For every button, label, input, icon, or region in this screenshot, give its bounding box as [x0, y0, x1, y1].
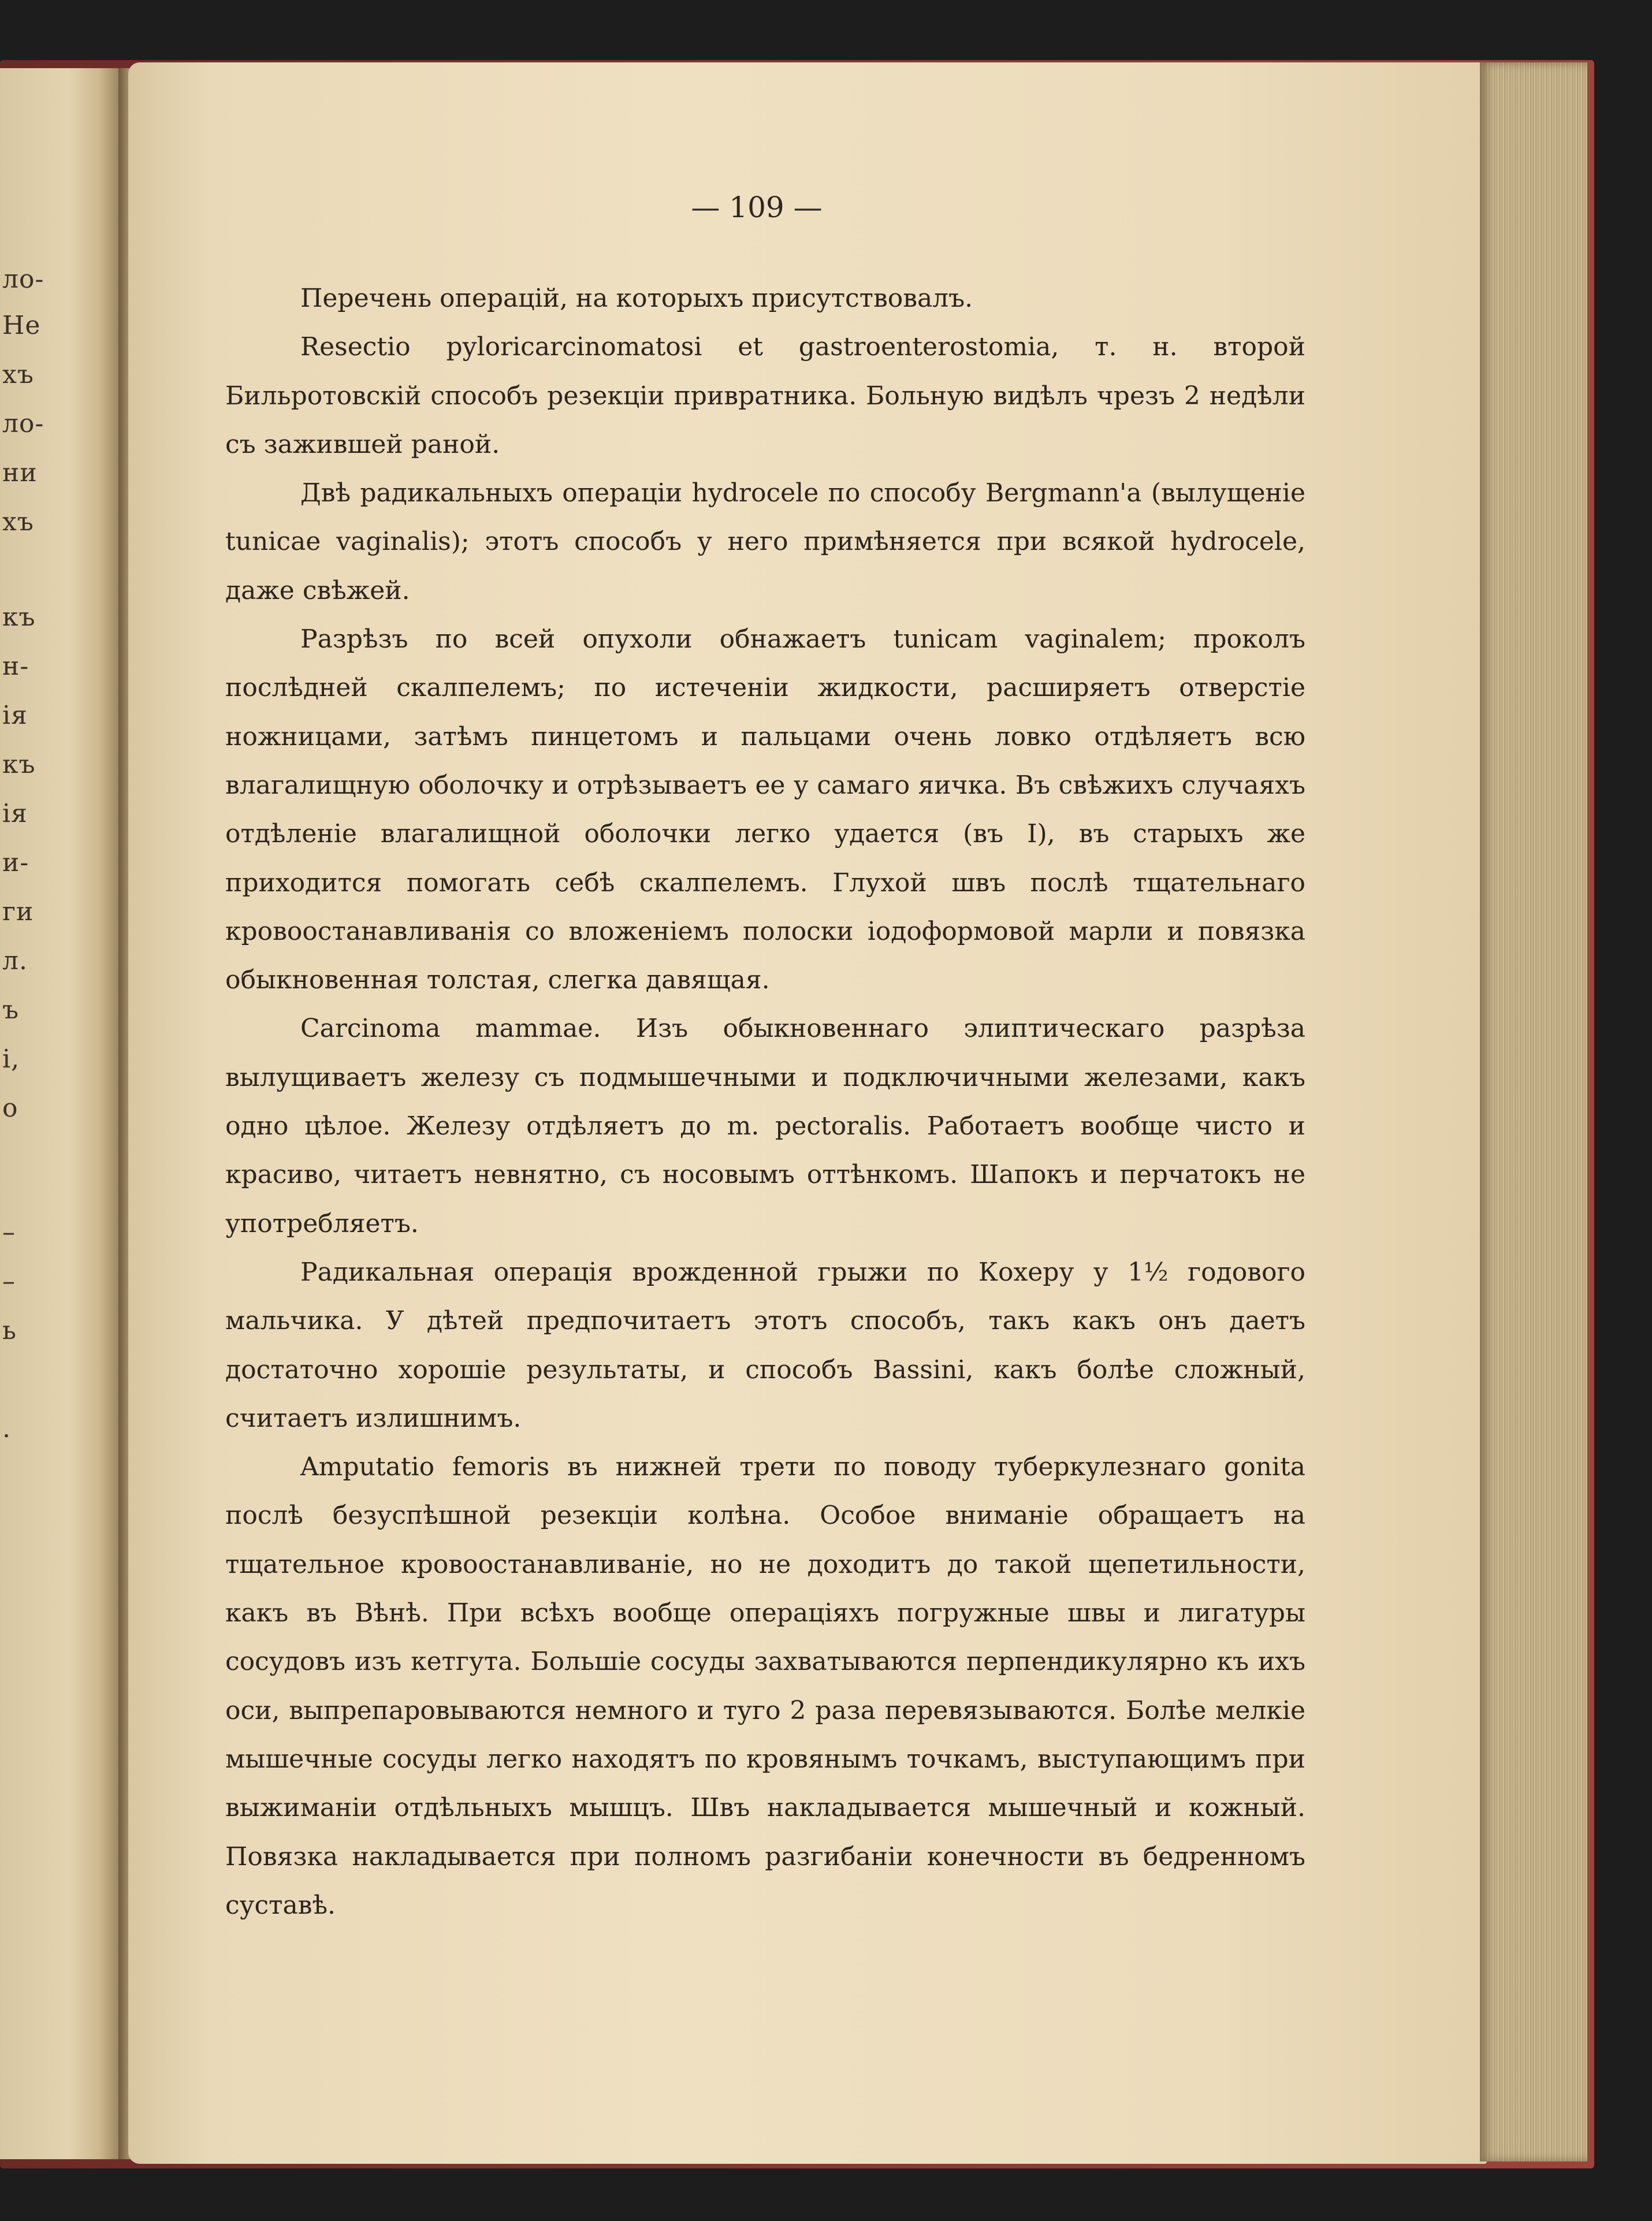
left-fragment: ія	[2, 701, 28, 730]
left-fragment: ь	[2, 1316, 17, 1345]
left-fragment: н-	[2, 652, 29, 681]
left-fragment: о	[2, 1093, 18, 1123]
paragraph-amputatio: Amputatio femoris въ нижней трети по поводу туберкулезнаго gonita послѣ безуспѣшной резекціи колѣна. Особое вниманіе обращаетъ на тщательное кровоостанавливаніе, но не доходитъ до такой щепетильности, какъ въ Вѣнѣ. При всѣхъ вообще операціяхъ погружные швы и лигатуры сосудовъ изъ кетгута. Большіе сосуды захватываются перпендикулярно къ ихъ оси, выпрепаровываются немного и туго 2 раза перевязываются. Болѣе мелкіе мышечные сосуды легко находятъ по кровянымъ точкамъ, выступающимъ при выжиманіи отдѣльныхъ мышцъ. Швъ накладывается мышечный и кожный. Повязка накладывается при полномъ разгибаніи конечности въ бедренномъ суставѣ.	[225, 1452, 1305, 1920]
paragraph-hernia: Радикальная операція врожденной грыжи по Кохеру у 1½ годового мальчика. У дѣтей предпочитаетъ этотъ способъ, такъ какъ онъ даетъ достаточно хорошіе результаты, и способъ Bassini, какъ болѣе сложный, считаетъ излишнимъ.	[225, 1257, 1305, 1433]
left-fragment: і,	[2, 1044, 20, 1074]
paragraph-incision: Разрѣзъ по всей опухоли обнажаетъ tunicam vaginalem; проколъ послѣдней скалпелемъ; по истеченіи жидкости, расширяетъ отверстіе ножницами, затѣмъ пинцетомъ и пальцами очень ловко отдѣляетъ всю влагалищную оболочку и отрѣзываетъ ее у самаго яичка. Въ свѣжихъ случаяхъ отдѣленіе влагалищной оболочки легко удается (въ I), въ старыхъ же приходится помогать себѣ скалпелемъ. Глухой швъ послѣ тщательнаго кровоостанавливанія со вложеніемъ полоски іодоформовой марли и повязка обыкновенная толстая, слегка давящая.	[225, 624, 1305, 995]
paragraph-list-title: Перечень операцій, на которыхъ присутствовалъ.	[300, 284, 973, 313]
left-fragment: ни	[2, 458, 38, 488]
page-number: — 109 —	[691, 191, 823, 224]
page-edges	[1480, 62, 1587, 2162]
left-fragment: Не	[2, 311, 41, 340]
left-page	[0, 68, 124, 2159]
paragraph-carcinoma: Carcinoma mammae. Изъ обыкновеннаго элиптическаго разрѣза вылущиваетъ железу съ подмышечными и подключичными железами, какъ одно цѣлое. Железу отдѣляетъ до m. pectoralis. Работаетъ вообще чисто и красиво, читаетъ невнятно, съ носовымъ оттѣнкомъ. Шапокъ и перчатокъ не употребляетъ.	[225, 1014, 1305, 1238]
left-fragment: и-	[2, 848, 29, 877]
paragraph-hydrocele: Двѣ радикальныхъ операціи hydrocele по способу Bergmann'a (вылущеніе tunicae vaginalis); этотъ способъ у него примѣняется при всякой hydrocele, даже свѣжей.	[225, 478, 1305, 605]
left-fragment: къ	[2, 750, 36, 779]
left-page-text-fragments	[0, 68, 124, 2159]
left-fragment: л.	[2, 946, 28, 976]
left-fragment: ло-	[2, 265, 44, 294]
left-fragment: ги	[2, 897, 34, 927]
left-fragment: къ	[2, 602, 36, 632]
left-fragment: хъ	[2, 507, 34, 537]
left-fragment: ія	[2, 799, 28, 828]
left-fragment: –	[2, 1218, 16, 1247]
left-fragment: ло-	[2, 409, 44, 438]
left-fragment: .	[2, 1414, 11, 1444]
paragraph-resectio: Resectio pyloricarcinomatosi et gastroenterostomia, т. н. второй Бильротовскій способъ резекціи привратника. Больную видѣлъ чрезъ 2 недѣли съ зажившей раной.	[225, 332, 1305, 459]
page-body	[225, 274, 1305, 1930]
left-fragment: хъ	[2, 360, 34, 389]
left-fragment: –	[2, 1267, 16, 1296]
left-fragment: ъ	[2, 995, 19, 1025]
